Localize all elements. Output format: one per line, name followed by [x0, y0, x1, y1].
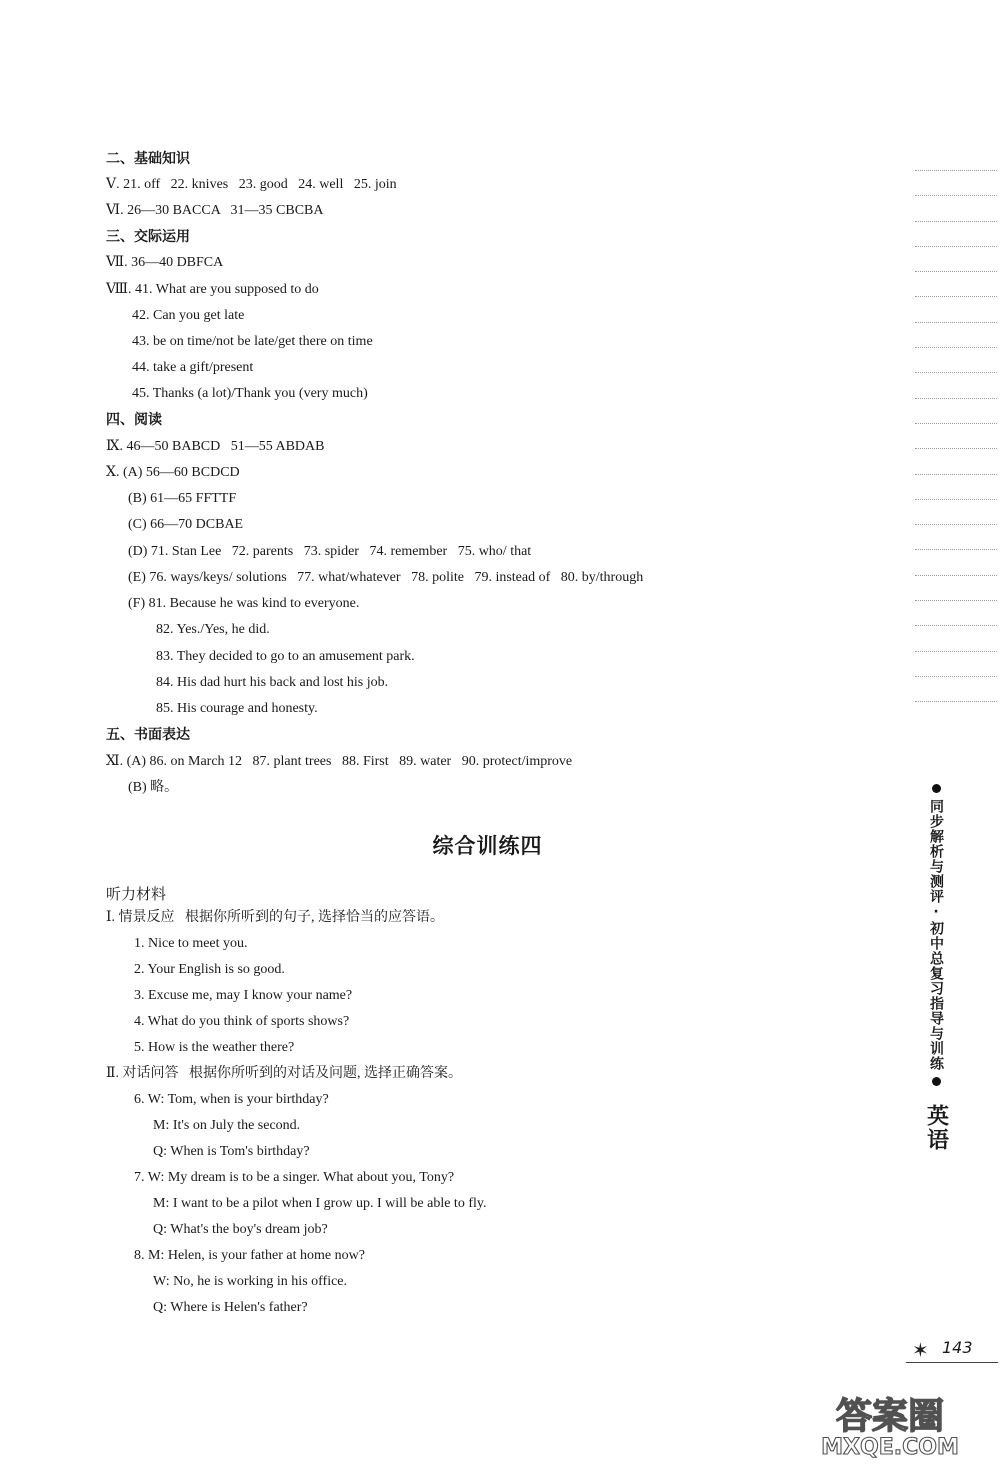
answer-line: 4. What do you think of sports shows?: [134, 1014, 350, 1029]
margin-line: [915, 448, 997, 449]
margin-line: [915, 296, 997, 297]
answer-line: Ⅰ. 情景反应 根据你所听到的句子, 选择恰当的应答语。: [106, 910, 445, 925]
answer-line: 83. They decided to go to an amusement park.: [156, 649, 415, 664]
bullet-dot-icon: [932, 1077, 941, 1086]
margin-line: [915, 170, 997, 171]
margin-line: [915, 221, 997, 222]
book-series-title: 同步解析与测评·初中总复习指导与训练: [928, 799, 944, 1071]
margin-line: [915, 651, 997, 652]
answer-line: 1. Nice to meet you.: [134, 936, 248, 951]
margin-line: [915, 676, 997, 677]
answer-line: Ⅹ. (A) 56—60 BCDCD: [106, 465, 240, 480]
margin-line: [915, 423, 997, 424]
answer-line: M: It's on July the second.: [153, 1118, 301, 1133]
answer-line: 2. Your English is so good.: [134, 962, 285, 977]
section-heading: 二、基础知识: [106, 151, 190, 167]
section-heading: 听力材料: [106, 885, 167, 903]
subject-label: 英语: [923, 1104, 949, 1152]
margin-line: [915, 195, 997, 196]
margin-note-lines: [915, 170, 997, 727]
answer-line: (E) 76. ways/keys/ solutions 77. what/whatever 78. polite 79. instead of 80. by/through: [128, 570, 644, 585]
margin-line: [915, 398, 997, 399]
margin-line: [915, 474, 997, 475]
margin-line: [915, 271, 997, 272]
answer-line: 8. M: Helen, is your father at home now?: [134, 1248, 365, 1263]
answer-line: 7. W: My dream is to be a singer. What about you, Tony?: [134, 1170, 455, 1185]
margin-line: [915, 499, 997, 500]
margin-line: [915, 347, 997, 348]
answer-line: 3. Excuse me, may I know your name?: [134, 988, 353, 1003]
margin-line: [915, 625, 997, 626]
answer-line: 45. Thanks (a lot)/Thank you (very much): [132, 386, 368, 401]
answer-line: Ⅷ. 41. What are you supposed to do: [106, 282, 319, 297]
star-icon: ✶: [912, 1338, 929, 1362]
section-heading: 五、书面表达: [106, 727, 190, 743]
answer-line: Q: When is Tom's birthday?: [153, 1144, 310, 1159]
answer-line: 5. How is the weather there?: [134, 1040, 295, 1055]
answer-line: (B) 61—65 FFTTF: [128, 491, 237, 506]
answer-line: 6. W: Tom, when is your birthday?: [134, 1092, 329, 1107]
answer-line: 82. Yes./Yes, he did.: [156, 622, 270, 637]
margin-line: [915, 575, 997, 576]
answer-line: Ⅱ. 对话问答 根据你所听到的对话及问题, 选择正确答案。: [106, 1066, 463, 1081]
answer-line: 84. His dad hurt his back and lost his job.: [156, 675, 389, 690]
answer-line: (B) 略。: [128, 780, 179, 795]
answer-line: Q: What's the boy's dream job?: [153, 1222, 328, 1237]
margin-line: [915, 549, 997, 550]
answer-line: Ⅺ. (A) 86. on March 12 87. plant trees 88. First 89. water 90. protect/improve: [106, 754, 573, 769]
margin-line: [915, 600, 997, 601]
answer-line: 44. take a gift/present: [132, 360, 254, 375]
section-heading: 三、交际运用: [106, 229, 190, 245]
answer-line: Ⅸ. 46—50 BABCD 51—55 ABDAB: [106, 439, 325, 454]
margin-line: [915, 372, 997, 373]
book-sidebar: [925, 782, 947, 1152]
watermark-text-2: MXQE.COM: [821, 1435, 959, 1460]
margin-line: [915, 701, 997, 702]
page-number-block: [906, 1336, 998, 1363]
answer-line: 43. be on time/not be late/get there on time: [132, 334, 373, 349]
answer-line: (D) 71. Stan Lee 72. parents 73. spider 74. remember 75. who/ that: [128, 544, 532, 559]
margin-line: [915, 246, 997, 247]
watermark-text-1: 答案圈: [835, 1396, 945, 1437]
bullet-dot-icon: [932, 784, 941, 793]
answer-line: 42. Can you get late: [132, 308, 245, 323]
answer-line: Ⅶ. 36—40 DBFCA: [106, 255, 224, 270]
watermark-icon: [790, 1388, 990, 1460]
answer-line: W: No, he is working in his office.: [153, 1274, 348, 1289]
answer-line: Q: Where is Helen's father?: [153, 1300, 308, 1315]
answer-line: (F) 81. Because he was kind to everyone.: [128, 596, 360, 611]
answer-line: Ⅴ. 21. off 22. knives 23. good 24. well 25. join: [106, 177, 397, 192]
answer-line: Ⅵ. 26—30 BACCA 31—35 CBCBA: [106, 203, 324, 218]
answer-line: (C) 66—70 DCBAE: [128, 517, 244, 532]
answer-line: 85. His courage and honesty.: [156, 701, 318, 716]
margin-line: [915, 524, 997, 525]
page-number: 143: [942, 1338, 973, 1357]
margin-line: [915, 322, 997, 323]
section-title: 综合训练四: [432, 834, 543, 858]
section-heading: 四、阅读: [106, 412, 162, 428]
answer-line: M: I want to be a pilot when I grow up. I will be able to fly.: [153, 1196, 487, 1211]
watermark-logo: [790, 1388, 990, 1460]
